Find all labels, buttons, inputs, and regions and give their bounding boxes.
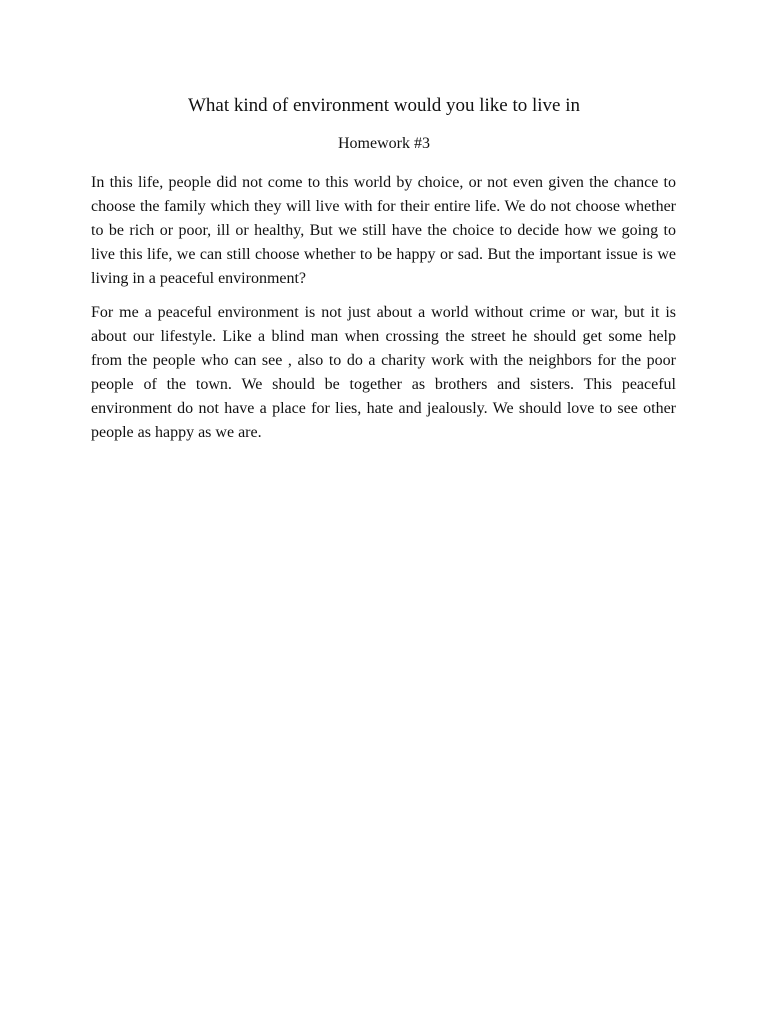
- document-title: What kind of environment would you like to live in: [187, 95, 581, 116]
- paragraph-2: For me a peaceful environment is not just about a world without crime or war, but it is about our lifestyle. Like a blind man when crossing the street he should get some help from the people who can see , also to do a charity work with the neighbors for the poor people of the town. We should be together as brothers and sisters. This peaceful environment do not have a place for lies, hate and jealously. We should love to see other people as happy as we are.: [91, 304, 676, 441]
- paragraph-1: In this life, people did not come to this world by choice, or not even given the chance to choose the family which they will live with for their entire life. We do not choose whether to be rich or poor, ill or healthy, But we still have the choice to decide how we going to live this life, we can still choose whether to be happy or sad. But the important issue is we living in a peaceful environment?: [91, 174, 676, 287]
- document-subtitle: Homework #3: [338, 135, 430, 152]
